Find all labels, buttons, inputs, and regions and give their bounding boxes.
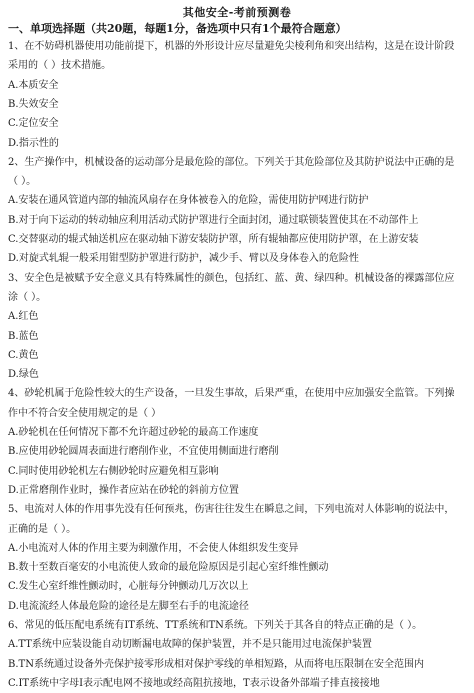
option-b: B.对于向下运动的转动轴应利用活动式防护罩进行全面封闭，通过联锁装置使其在不动部件上 <box>8 214 419 226</box>
question-stem-line: 采用的（ ）技术措施。 <box>8 60 112 72</box>
option-c: C.黄色 <box>8 349 39 361</box>
option-d: D.指示性的 <box>8 137 59 149</box>
question-stem-line: （ ）。 <box>8 176 37 188</box>
option-a: A.安装在通风管道内部的轴流风扇存在身体被卷入的危险，需使用防护网进行防护 <box>8 195 369 207</box>
option-b: B.TN系统通过设备外壳保护接零形成相对保护零线的单相短路，从而将电压限制在安全范围内 <box>8 658 424 670</box>
option-c: C.发生心室纤维性颤动时，心脏每分钟颤动几万次以上 <box>8 581 249 593</box>
option-c: C.同时使用砂轮机左右侧砂轮时应避免相互影响 <box>8 465 219 477</box>
section-heading: 一、单项选择题（共20题，每题1分，备选项中只有1个最符合题意） <box>8 22 347 35</box>
option-b: B.数十至数百毫安的小电流使人致命的最危险原因是引起心室纤维性颤动 <box>8 562 329 574</box>
option-c: C.交替驱动的辊式轴送机应在驱动轴下游安装防护罩，所有辊轴都应使用防护罩，在上游安装 <box>8 234 419 245</box>
option-c: C.定位安全 <box>8 118 59 130</box>
question-stem-line: 4、砂轮机属于危险性较大的生产设备，一旦发生事故，后果严重，在使用中应加强安全监管。下列操 <box>8 388 455 400</box>
option-a: A.本质安全 <box>8 79 59 91</box>
option-b: B.蓝色 <box>8 330 39 342</box>
option-a: A.小电流对人体的作用主要为刺激作用，不会使人体组织发生变异 <box>8 542 299 554</box>
option-b: B.应使用砂轮圆周表面进行磨削作业，不宜使用侧面进行磨削 <box>8 446 279 458</box>
page-title: 其他安全-考前预测卷 <box>182 6 292 19</box>
option-b: B.失效安全 <box>8 98 59 110</box>
option-d: D.正常磨削作业时，操作者应站在砂轮的斜前方位置 <box>8 484 239 496</box>
option-a: A.砂轮机在任何情况下都不允许超过砂轮的最高工作速度 <box>8 427 259 438</box>
option-d: D.电流流经人体最危险的途径是左脚至右手的电流途径 <box>8 600 249 612</box>
question-stem-line: 2、生产操作中，机械设备的运动部分是最危险的部位。下列关于其危险部位及其防护说法中正确的是 <box>8 156 455 168</box>
question-stem-line: 6、常见的低压配电系统有IT系统、TT系统和TN系统。下列关于其各自的特点正确的是（ ）。 <box>8 620 423 631</box>
question-stem-line: 1、在不妨碍机器使用功能前提下，机器的外形设计应尽量避免尖棱利角和突出结构，这是在设计阶段 <box>8 41 455 52</box>
option-a: A.TT系统中应装设能自动切断漏电故障的保护装置，并不是只能用过电流保护装置 <box>8 639 372 651</box>
question-stem-line: 涂（ ）。 <box>8 291 47 303</box>
question-stem-line: 3、安全色是被赋予安全意义具有特殊属性的颜色，包括红、蓝、黄、绿四种。机械设备的裸露部位应 <box>8 272 455 284</box>
option-d: D.绿色 <box>8 369 39 381</box>
question-stem-line: 5、电流对人体的作用事先没有任何预兆，伤害往往发生在瞬息之间，下列电流对人体影响的说法中， <box>8 504 455 516</box>
question-stem-line: 正确的是（ ）。 <box>8 523 77 535</box>
question-stem-line: 作中不符合安全使用规定的是（ ） <box>8 407 162 419</box>
option-d: D.对旋式轧辊一般采用钳型防护罩进行防护，减少手、臂以及身体卷入的危险性 <box>8 253 359 265</box>
option-a: A.红色 <box>8 311 39 323</box>
option-c: C.IT系统中字母I表示配电网不接地或经高阻抗接地，T表示设备外部端子排直接接地 <box>8 677 380 689</box>
